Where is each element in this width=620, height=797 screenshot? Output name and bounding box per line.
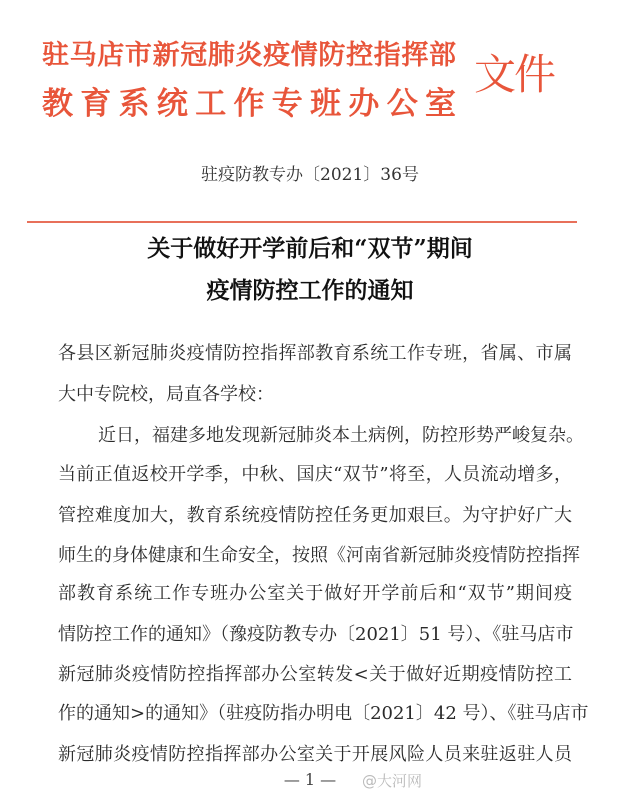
issuer-line-1: 驻马店市新冠肺炎疫情防控指挥部 <box>42 40 456 71</box>
body-line: 师生的身体健康和生命安全，按照《河南省新冠肺炎疫情防控指挥 <box>58 545 580 566</box>
body-line: 情防控工作的通知》（豫疫防教专办〔2021〕51 号）、《驻马店市 <box>58 624 574 645</box>
red-divider <box>27 221 577 223</box>
body-line: 作的通知>的通知》（驻疫防指办明电〔2021〕42 号）、《驻马店市 <box>58 703 589 724</box>
issuer-line-2: 教育系统工作专班办公室 <box>42 86 456 122</box>
body-line: 大中专院校，局直各学校： <box>58 384 274 405</box>
body-line: 部教育系统工作专班办公室关于做好开学前后和“双节”期间疫 <box>58 583 572 604</box>
watermark: @大河网 <box>362 772 423 790</box>
body-line: 近日，福建多地发现新冠肺炎本土病例，防控形势严峻复杂。 <box>98 425 584 446</box>
document-label: 文件 <box>474 50 555 99</box>
title-line-2: 疫情防控工作的通知 <box>206 277 414 304</box>
body-line: 新冠肺炎疫情防控指挥部办公室关于开展风险人员来驻返驻人员 <box>58 744 572 765</box>
body-line: 当前正值返校开学季，中秋、国庆“双节”将至，人员流动增多， <box>58 464 572 485</box>
body-line: 新冠肺炎疫情防控指挥部办公室转发<关于做好近期疫情防控工 <box>58 664 572 685</box>
title-line-1: 关于做好开学前后和“双节”期间 <box>147 235 473 262</box>
body-line: 各县区新冠肺炎疫情防控指挥部教育系统工作专班，省属、市属 <box>58 343 572 364</box>
document-number: 驻疫防教专办〔2021〕36号 <box>201 165 419 185</box>
body-line: 管控难度加大，教育系统疫情防控任务更加艰巨。为守护好广大 <box>58 505 572 526</box>
page-number: — 1 — <box>283 770 337 789</box>
